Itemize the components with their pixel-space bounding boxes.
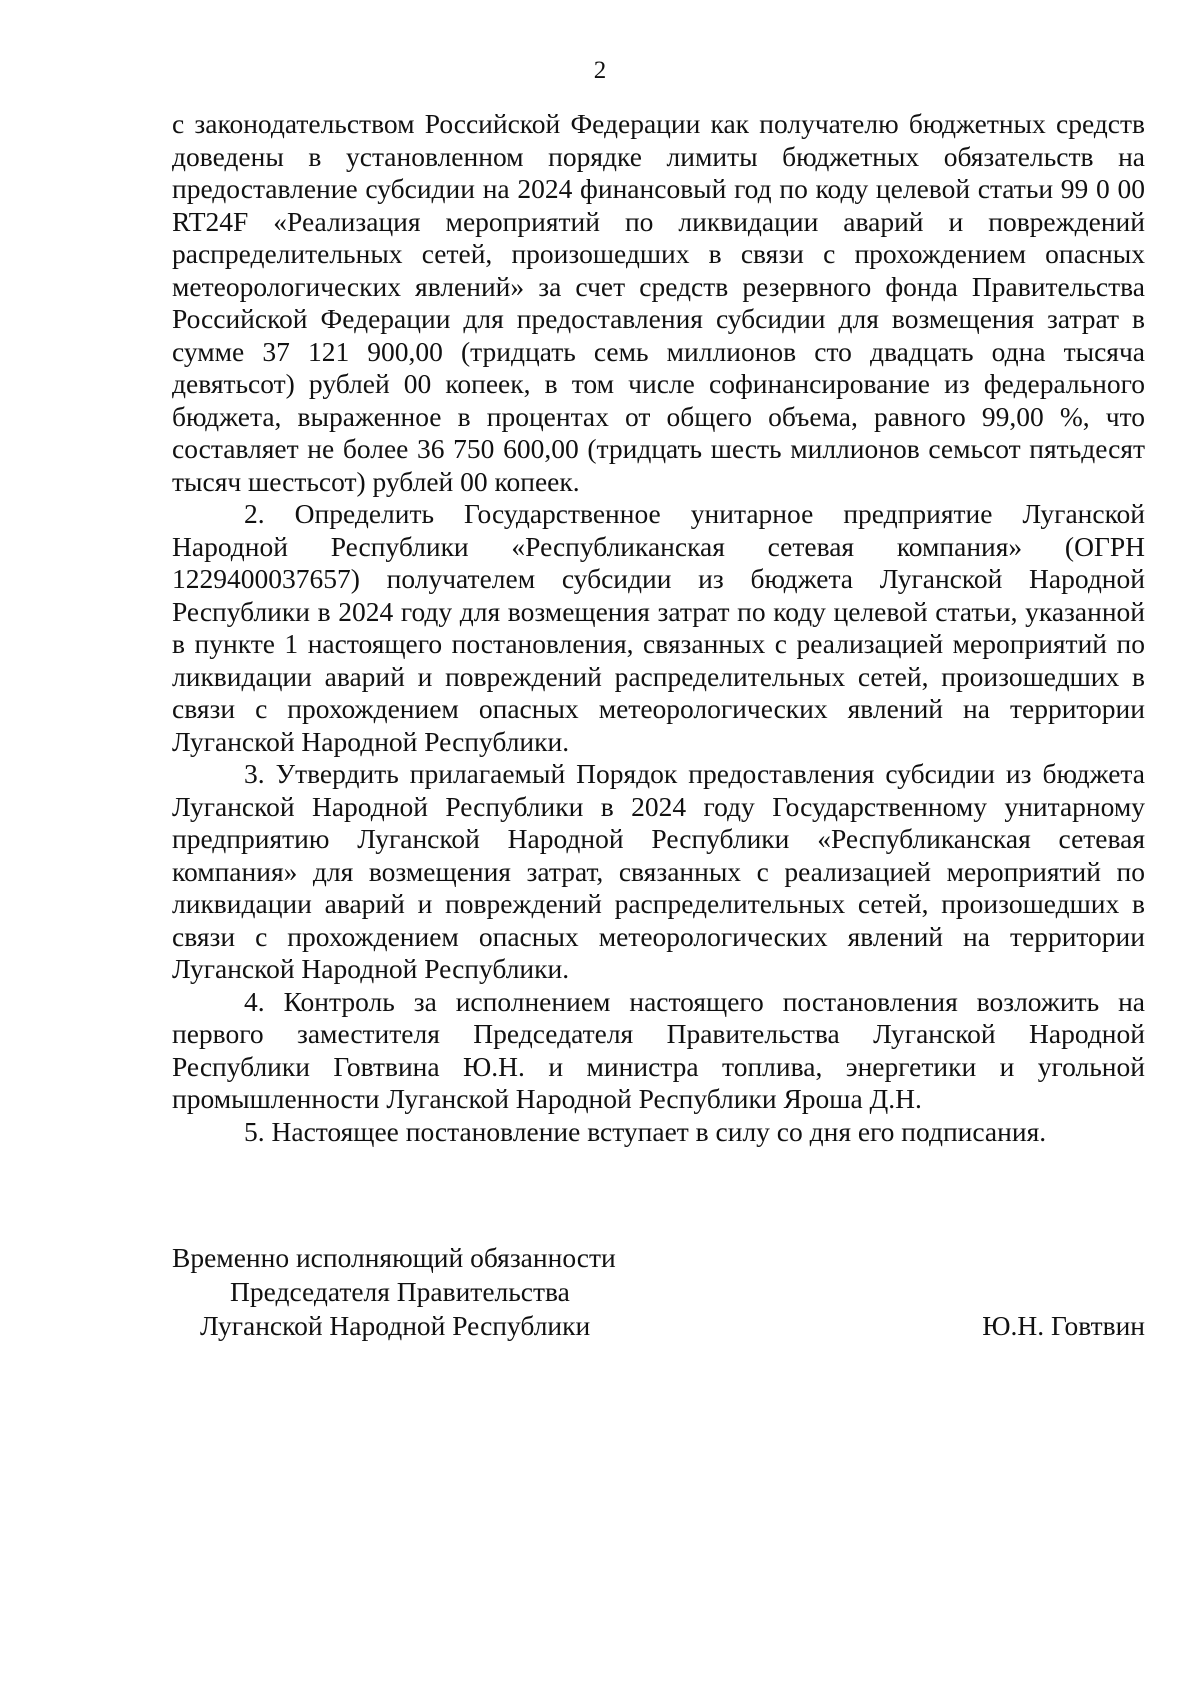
signatory-title-line-2: Председателя Правительства (230, 1276, 570, 1307)
paragraph-item-3: 3. Утвердить прилагаемый Порядок предоставления субсидии из бюджета Луганской Народной Республики в 2024 году Государственному унитарному предприятию Луганской Народной Республики «Республиканская сетевая компания» для возмещения затрат, связанных с реализацией мероприятий по ликвидации аварий и повреждений распределительных сетей, произошедших в связи с прохождением опасных метеорологических явлений на территории Луганской Народной Республики. (172, 758, 1145, 984)
paragraph-item-5: 5. Настоящее постановление вступает в силу со дня его подписания. (244, 1115, 1047, 1147)
document-body (172, 108, 1145, 1148)
signatory-title-line-1: Временно исполняющий обязанности (172, 1242, 616, 1273)
paragraph-continuation: с законодательством Российской Федерации как получателю бюджетных средств доведены в установленном порядке лимиты бюджетных обязательств на предоставление субсидии на 2024 финансовый год по коду целевой статьи 99 0 00 RT24F «Реализация мероприятий по ликвидации аварий и повреждений распределительных сетей, произошедших в связи с прохождением опасных метеорологических явлений» за счет средств резервного фонда Правительства Российской Федерации для предоставления субсидии для возмещения затрат в сумме 37 121 900,00 (тридцать семь миллионов сто двадцать одна тысяча девятьсот) рублей 00 копеек, в том числе софинансирование из федерального бюджета, выраженное в процентах от общего объема, равного 99,00 %, что составляет не более 36 750 600,00 (тридцать шесть миллионов семьсот пятьдесят тысяч шестьсот) рублей 00 копеек. (172, 108, 1145, 497)
signatory-name: Ю.Н. Говтвин (982, 1310, 1145, 1341)
signature-block (172, 1241, 1145, 1343)
page-number: 2 (593, 57, 607, 84)
signatory-title-line-3: Луганской Народной Республики (200, 1310, 591, 1341)
paragraph-item-4: 4. Контроль за исполнением настоящего постановления возложить на первого заместителя Председателя Правительства Луганской Народной Республики Говтвина Ю.Н. и министра топлива, энергетики и угольной промышленности Луганской Народной Республики Яроша Д.Н. (172, 985, 1145, 1114)
paragraph-item-2: 2. Определить Государственное унитарное предприятие Луганской Народной Республики «Республиканская сетевая компания» (ОГРН 1229400037657) получателем субсидии из бюджета Луганской Народной Республики в 2024 году для возмещения затрат по коду целевой статьи, указанной в пункте 1 настоящего постановления, связанных с реализацией мероприятий по ликвидации аварий и повреждений распределительных сетей, произошедших в связи с прохождением опасных метеорологических явлений на территории Луганской Народной Республики. (172, 498, 1145, 757)
